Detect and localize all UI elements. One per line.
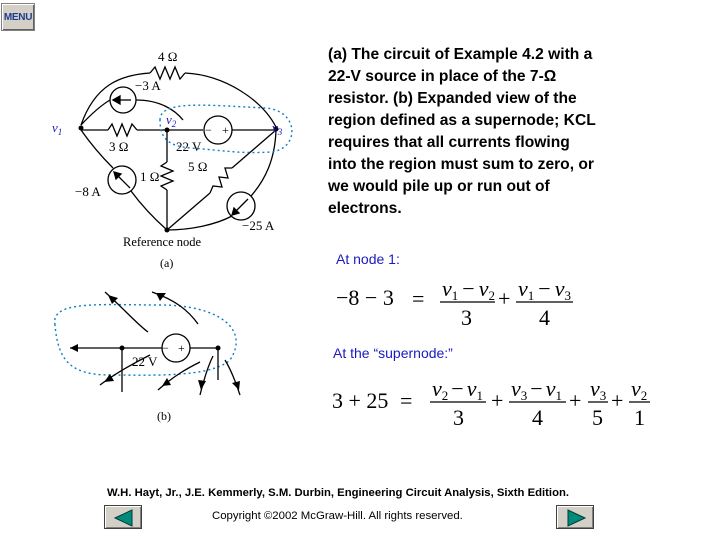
svg-text:5: 5 [592,405,603,430]
caption-line: resistor. (b) Expanded view of the [328,90,577,107]
svg-text:v1−v2: v1 − v2 [442,276,495,303]
caption-line: 22-V source in place of the 7-Ω [328,68,557,85]
label-b-22v: 22 V [132,354,158,369]
credit-text: W.H. Hayt, Jr., J.E. Kemmerly, S.M. Durbin, Engineering Circuit Analysis, Sixth Edition. [107,487,570,499]
circuit-diagram-a [0,0,320,275]
label-3ohm: 3 Ω [109,139,129,154]
circuit-diagram-b [50,280,250,430]
caption-line: electrons. [328,200,402,217]
svg-text:+: + [491,388,504,413]
svg-text:−8 − 3: −8 − 3 [336,285,394,310]
svg-text:3: 3 [453,405,464,430]
svg-text:v2−v1: v2 − v1 [432,376,483,403]
caption-line: (a) The circuit of Example 4.2 with a [328,46,593,63]
svg-text:4: 4 [539,305,550,330]
svg-text:v2: v2 [631,376,648,403]
svg-text:+: + [569,388,582,413]
node1-label: At node 1: [336,251,400,267]
svg-text:=: = [400,388,413,413]
svg-text:v3: v3 [590,376,607,403]
label-minus25a: −25 A [242,218,275,233]
node1-equation [330,272,590,332]
label-4ohm: 4 Ω [158,49,178,64]
svg-text:−: − [162,341,169,355]
label-v2: $v_2$ [166,112,177,129]
label-22v: 22 V [176,139,202,154]
label-b: (b) [157,409,171,423]
label-minus3a: −3 A [135,78,161,93]
svg-text:v1−v3: v1 − v3 [518,276,571,303]
next-slide-button[interactable] [556,505,594,529]
svg-text:−: − [205,123,212,137]
prev-arrow-icon [105,506,143,530]
label-5ohm: 5 Ω [188,159,208,174]
copyright-text: Copyright ©2002 McGraw-Hill. All rights reserved. [212,510,463,522]
label-v3: $v_3$ [272,120,283,137]
label-1ohm: 1 Ω [140,169,160,184]
supernode-equation [328,372,658,432]
caption-line: we would pile up or run out of [328,178,550,195]
label-a: (a) [160,256,174,270]
svg-text:1: 1 [634,405,645,430]
caption-line: into the region must sum to zero, or [328,156,594,173]
supernode-label: At the “supernode:” [333,345,453,361]
caption-line: region defined as a supernode; KCL [328,112,596,129]
svg-text:+: + [498,286,511,311]
svg-text:3: 3 [461,305,472,330]
previous-slide-button[interactable] [104,505,142,529]
svg-text:+: + [222,123,229,137]
label-v1: $v_1$ [52,120,63,137]
svg-text:4: 4 [532,405,543,430]
next-arrow-icon [557,506,595,530]
label-reference-node: Reference node [123,235,202,249]
svg-text:v3−v1: v3 − v1 [511,376,562,403]
caption-line: requires that all currents flowing [328,134,570,151]
svg-text:+: + [178,341,185,355]
figure-caption [328,44,658,220]
svg-text:=: = [412,286,425,311]
svg-text:3 + 25: 3 + 25 [332,388,389,413]
label-minus8a: −8 A [75,184,101,199]
menu-button[interactable]: MENU [1,3,35,31]
svg-text:+: + [611,388,624,413]
